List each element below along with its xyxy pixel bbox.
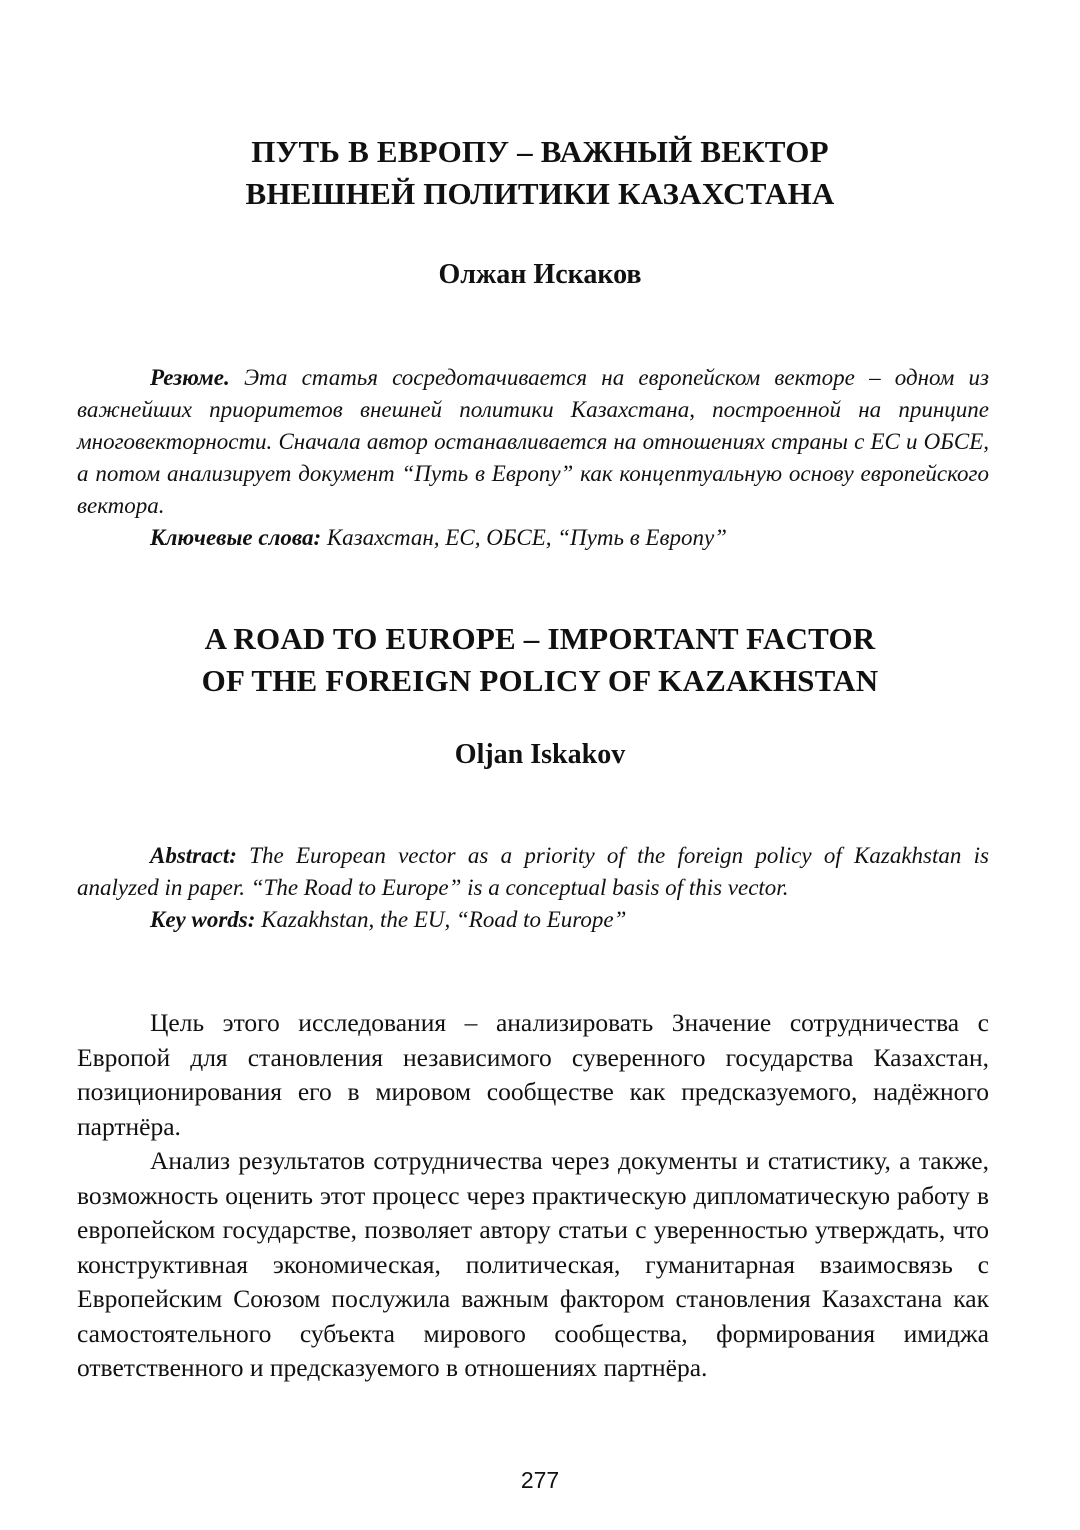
en-author: Oljan Iskakov — [454, 739, 626, 770]
body-paragraph-2: Анализ результатов сотрудничества через документы и статистику, а также, возможность оценить этот процесс через практическую дипломатическую работу в европейском государстве, позволяет автору статьи с уверенностью утверждать, что конструктивная экономическая, политическая, гуманитарная взаимосвязь с Европейским Союзом послужила важным фактором становления Казахстана как самостоятельного субъекта мирового сообщества, формирования имиджа ответственного и предсказуемого в отношениях партнёра. — [77, 1146, 989, 1382]
ru-title-line-2: ВНЕШНЕЙ ПОЛИТИКИ КАЗАХСТАНА — [245, 176, 835, 211]
en-abstract — [77, 840, 989, 936]
en-abstract-paragraph — [77, 840, 989, 904]
body-text — [77, 1006, 989, 1386]
ru-title-line-1: ПУТЬ В ЕВРОПУ – ВАЖНЫЙ ВЕКТОР — [251, 134, 829, 169]
ru-abstract-paragraph — [77, 362, 989, 522]
ru-keywords — [77, 522, 989, 554]
ru-keywords-text: Казахстан, ЕС, ОБСЕ, “Путь в Европу” — [321, 525, 727, 550]
en-keywords — [77, 904, 989, 936]
ru-abstract-label: Резюме. — [150, 365, 230, 390]
ru-title — [0, 131, 1080, 215]
ru-keywords-label: Ключевые слова: — [150, 525, 322, 550]
ru-abstract — [77, 362, 989, 554]
en-keywords-label: Key words: — [150, 907, 256, 932]
page-number: 277 — [520, 1467, 560, 1493]
en-abstract-label: Abstract: — [150, 843, 237, 868]
en-title-line-1: A ROAD TO EUROPE – IMPORTANT FACTOR — [204, 621, 876, 656]
en-title — [0, 618, 1080, 702]
ru-author: Олжан Искаков — [438, 259, 642, 290]
ru-abstract-text: Эта статья сосредотачивается на европейском векторе – одном из важнейших приоритетов внешней политики Казахстана, построенной на принципе многовекторности. Сначала автор останавливается на отношениях страны с ЕС и ОБСЕ, а потом анализирует документ “Путь в Европу” как концептуальную основу европейского вектора. — [77, 365, 989, 518]
body-paragraph-1: Цель этого исследования – анализировать Значение сотрудничества с Европой для становления независимого суверенного государства Казахстан, позиционирования его в мировом сообществе как предсказуемого, надёжного партнёра. — [77, 1008, 989, 1141]
en-abstract-text: The European vector as a priority of the foreign policy of Kazakhstan is analyzed in paper. “The Road to Europe” is a conceptual basis of this vector. — [77, 843, 989, 900]
en-title-line-2: OF THE FOREIGN POLICY OF KAZAKHSTAN — [201, 663, 879, 698]
en-keywords-text: Kazakhstan, the EU, “Road to Europe” — [255, 907, 627, 932]
